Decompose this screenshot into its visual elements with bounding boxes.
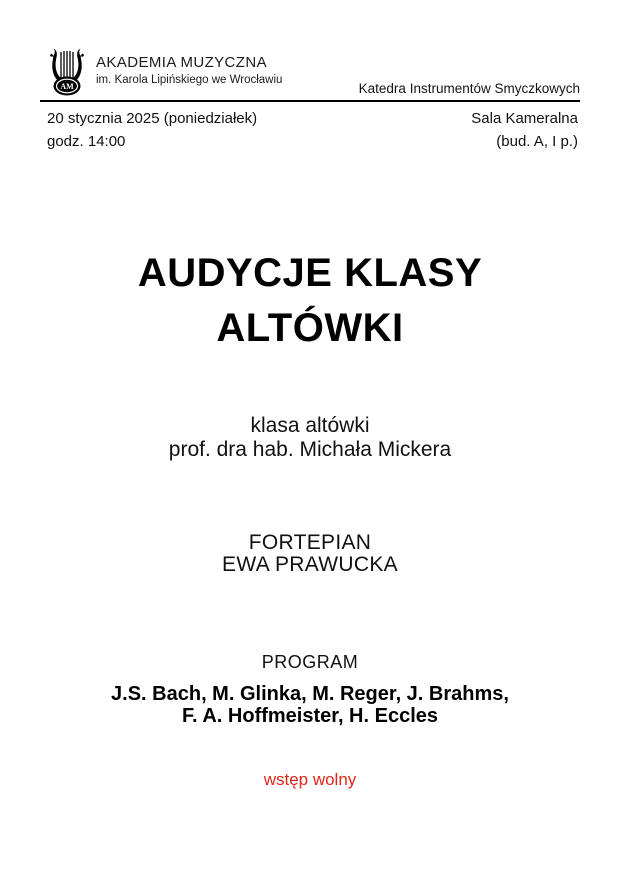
event-title bbox=[0, 246, 620, 356]
pianist-info bbox=[0, 532, 620, 576]
brand-text bbox=[96, 55, 282, 86]
program-heading: PROGRAM bbox=[261, 652, 359, 672]
logo-monogram: AM bbox=[60, 82, 74, 91]
class-info bbox=[0, 414, 620, 462]
program-composers bbox=[0, 683, 620, 727]
venue-detail: (bud. A, I p.) bbox=[496, 133, 578, 150]
professor-name: prof. dra hab. Michała Mickera bbox=[168, 438, 452, 461]
event-info-row bbox=[47, 107, 578, 153]
admission-note: wstęp wolny bbox=[263, 770, 357, 789]
composers-line2: F. A. Hoffmeister, H. Eccles bbox=[181, 705, 438, 727]
event-date: 20 stycznia 2025 (poniedziałek) bbox=[47, 110, 258, 127]
venue-name: Sala Kameralna bbox=[471, 110, 578, 127]
event-title-line2: ALTÓWKI bbox=[216, 306, 404, 350]
pianist-name: EWA PRAWUCKA bbox=[222, 553, 398, 576]
pianist-role: FORTEPIAN bbox=[248, 531, 372, 554]
event-time: godz. 14:00 bbox=[47, 133, 126, 150]
brand bbox=[48, 46, 282, 96]
event-date-time bbox=[47, 107, 257, 153]
class-name: klasa altówki bbox=[250, 414, 370, 437]
department-name: Katedra Instrumentów Smyczkowych bbox=[358, 81, 580, 96]
academy-name: AKADEMIA MUZYCZNA bbox=[96, 54, 267, 72]
lyre-icon bbox=[48, 46, 86, 96]
header bbox=[40, 42, 580, 102]
composers-line1: J.S. Bach, M. Glinka, M. Reger, J. Brahms, bbox=[111, 683, 509, 705]
event-venue bbox=[471, 107, 578, 153]
academy-subtitle: im. Karola Lipińskiego we Wrocławiu bbox=[96, 73, 283, 86]
event-title-line1: AUDYCJE KLASY bbox=[137, 251, 483, 295]
